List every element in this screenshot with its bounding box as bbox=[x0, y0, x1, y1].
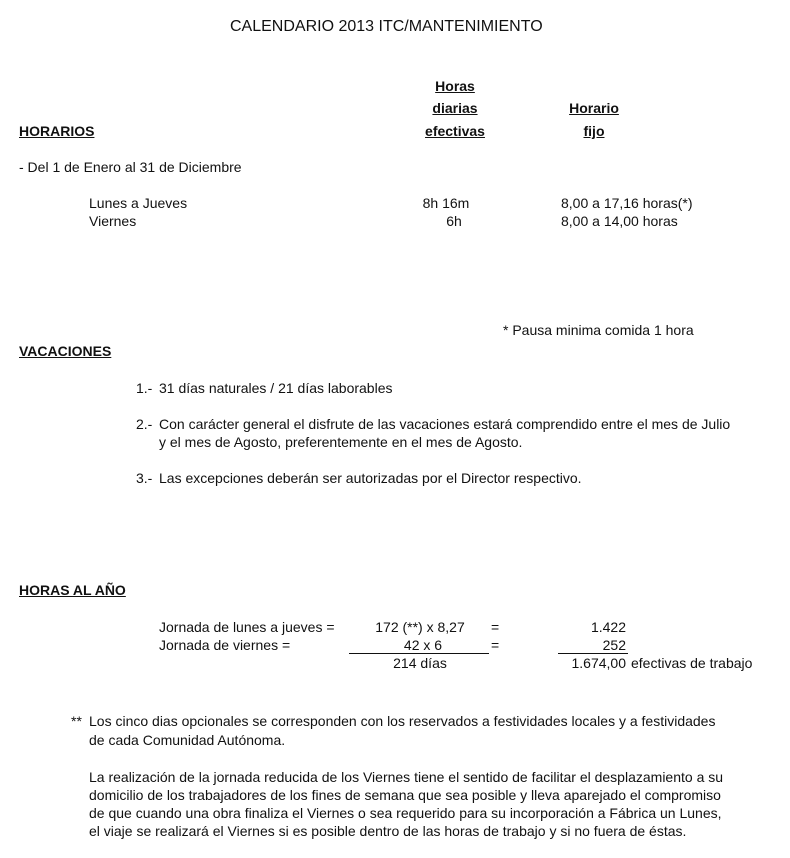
jornada-equals: = bbox=[491, 619, 500, 635]
vacaciones-item-number: 1.- bbox=[136, 380, 153, 396]
schedule-time: 8,00 a 14,00 horas bbox=[561, 213, 678, 229]
schedule-day: Viernes bbox=[89, 213, 137, 229]
footnote-text: domicilio de los trabajadores de los fines de semana que sea posible y lleva aparejado el compromiso bbox=[89, 787, 721, 803]
horarios-period: - Del 1 de Enero al 31 de Diciembre bbox=[19, 159, 242, 175]
col-horas-line3: efectivas bbox=[425, 123, 485, 139]
footnote-text: de que cuando una obra finaliza el Viernes o sea requerido para su incorporación a Fábrica un Lunes, bbox=[89, 805, 722, 821]
page-title: CALENDARIO 2013 ITC/MANTENIMIENTO bbox=[230, 18, 543, 35]
col-horario-line2: fijo bbox=[583, 123, 605, 139]
total-hours: 1.674,00 bbox=[571, 655, 626, 671]
footnote-marker: ** bbox=[71, 713, 82, 729]
pausa-note: * Pausa minima comida 1 hora bbox=[503, 322, 694, 338]
footnote-text: de cada Comunidad Autónoma. bbox=[89, 732, 286, 748]
footnote-text: Los cinco dias opcionales se corresponden con los reservados a festividades locales y a festividades bbox=[89, 713, 716, 729]
horas-ano-heading: HORAS AL AÑO bbox=[19, 582, 126, 598]
total-suffix: efectivas de trabajo bbox=[631, 655, 753, 671]
sum-underline bbox=[558, 653, 628, 654]
col-horas-line1: Horas bbox=[435, 78, 475, 94]
jornada-label: Jornada de lunes a jueves = bbox=[159, 619, 335, 635]
vacaciones-item-number: 2.- bbox=[136, 416, 153, 432]
vacaciones-item-text: Las excepciones deberán ser autorizadas por el Director respectivo. bbox=[159, 470, 582, 486]
jornada-calc: 42 x 6 bbox=[403, 637, 443, 653]
total-days: 214 días bbox=[393, 655, 447, 671]
schedule-hours: 6h bbox=[446, 213, 462, 229]
jornada-calc: 172 (**) x 8,27 bbox=[375, 619, 465, 635]
footnote-text: La realización de la jornada reducida de los Viernes tiene el sentido de facilitar el desplazamiento a su bbox=[89, 769, 724, 785]
footnote-text: el viaje se realizará el Viernes si es posible dentro de las horas de trabajo y si no fuera de éstas. bbox=[89, 823, 687, 839]
schedule-hours: 8h 16m bbox=[422, 195, 470, 211]
vacaciones-item-text: Con carácter general el disfrute de las vacaciones estará comprendido entre el mes de Julio bbox=[159, 416, 731, 432]
jornada-label: Jornada de viernes = bbox=[159, 637, 291, 653]
vacaciones-item-number: 3.- bbox=[136, 470, 153, 486]
jornada-result: 252 bbox=[602, 637, 626, 653]
vacaciones-heading: VACACIONES bbox=[19, 343, 112, 359]
col-horas-line2: diarias bbox=[432, 100, 478, 116]
col-horario-line1: Horario bbox=[569, 100, 619, 116]
vacaciones-item-text: 31 días naturales / 21 días laborables bbox=[159, 380, 393, 396]
schedule-day: Lunes a Jueves bbox=[89, 195, 188, 211]
jornada-result: 1.422 bbox=[590, 619, 626, 635]
horarios-heading: HORARIOS bbox=[19, 123, 95, 139]
jornada-equals: = bbox=[491, 637, 500, 653]
sum-underline bbox=[349, 653, 489, 654]
schedule-time: 8,00 a 17,16 horas(*) bbox=[561, 195, 693, 211]
vacaciones-item-text: y el mes de Agosto, preferentemente en el mes de Agosto. bbox=[159, 434, 523, 450]
